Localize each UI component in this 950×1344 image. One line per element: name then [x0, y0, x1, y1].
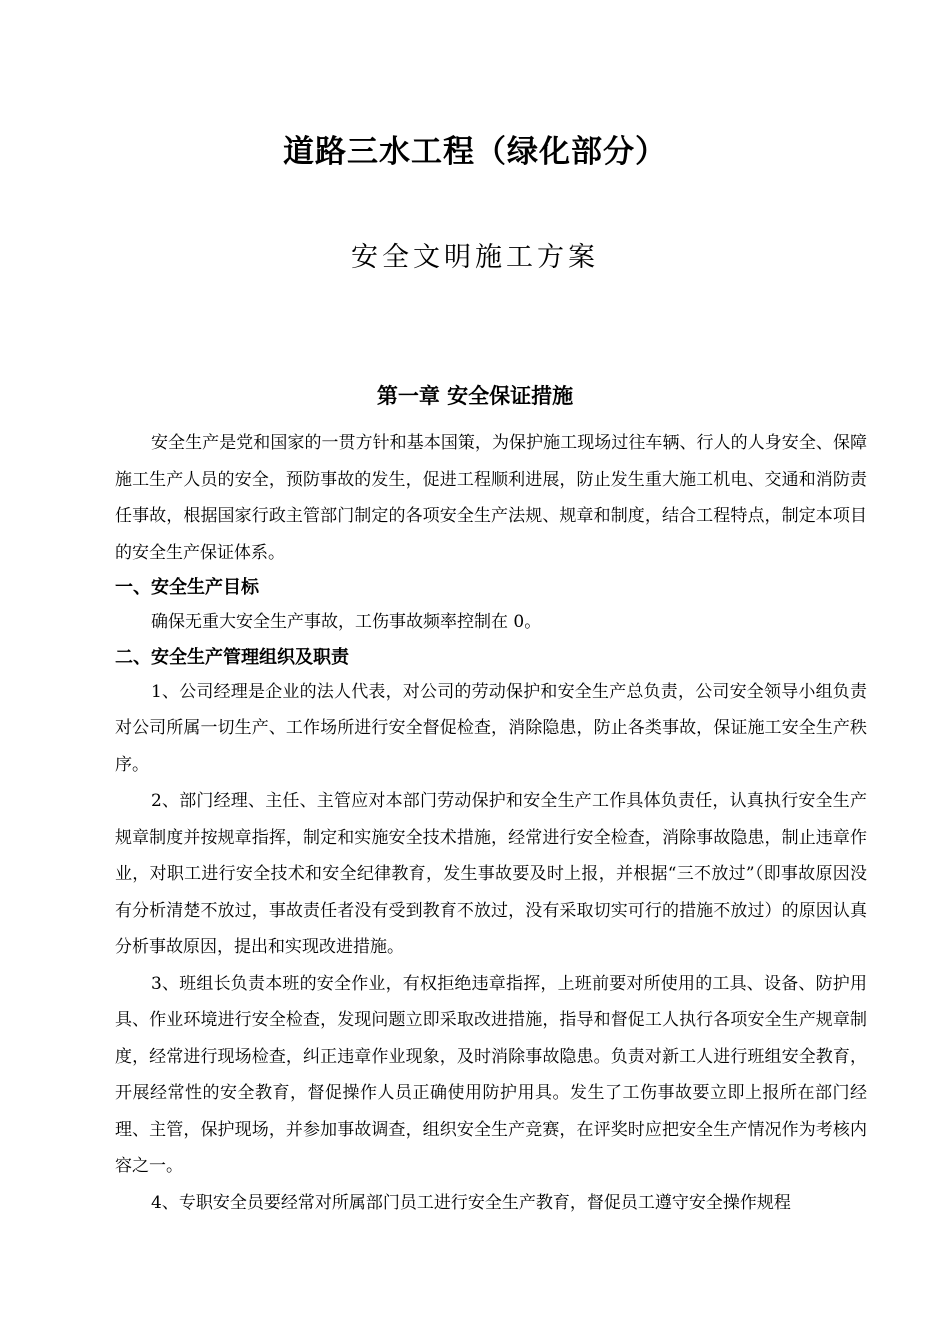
intro-paragraph: 安全生产是党和国家的一贯方针和基本国策，为保护施工现场过往车辆、行人的人身安全、保障施工生产人员的安全，预防事故的发生，促进工程顺利进展，防止发生重大施工机电、交通和消防责任事故，根据国家行政主管部门制定的各项安全生产法规、规章和制度，结合工程特点，制定本项目的安全生产保证体系。 [115, 433, 867, 563]
responsibility-paragraph-2: 2、部门经理、主任、主管应对本部门劳动保护和安全生产工作具体负责任，认真执行安全生产规章制度并按规章指挥，制定和实施安全技术措施，经常进行安全检查，消除事故隐患，制止违章作业，对职工进行安全技术和安全纪律教育，发生事故要及时上报，并根据“三不放过”（即事故原因没有分析清楚不放过，事故责任者没有受到教育不放过，没有采取切实可行的措施不放过）的原因认真分析事故原因，提出和实现改进措施。 [115, 791, 867, 957]
section-heading-management-organization: 二、安全生产管理组织及职责 [115, 646, 349, 668]
chapter-title: 第一章 安全保证措施 [376, 384, 574, 408]
document-subtitle: 安全文明施工方案 [351, 242, 599, 273]
responsibility-paragraph-3: 3、班组长负责本班的安全作业，有权拒绝违章指挥，上班前要对所使用的工具、设备、防护用具、作业环境进行安全检查，发现问题立即采取改进措施，指导和督促工人执行各项安全生产规章制度，经常进行现场检查，纠正违章作业现象，及时消除事故隐患。负责对新工人进行班组安全教育，开展经常性的安全教育，督促操作人员正确使用防护用具。发生了工伤事故要立即上报所在部门经理、主管，保护现场，并参加事故调查，组织安全生产竞赛，在评奖时应把安全生产情况作为考核内容之一。 [115, 973, 867, 1176]
document-body [115, 425, 867, 1221]
responsibility-paragraph-4: 4、专职安全员要经常对所属部门员工进行安全生产教育，督促员工遵守安全操作规程 [151, 1192, 791, 1213]
responsibility-paragraph-1: 1、公司经理是企业的法人代表，对公司的劳动保护和安全生产总负责，公司安全领导小组负责对公司所属一切生产、工作场所进行安全督促检查，消除隐患，防止各类事故，保证施工安全生产秩序。 [115, 681, 867, 775]
safety-goal-paragraph: 确保无重大安全生产事故，工伤事故频率控制在 0。 [151, 612, 542, 632]
section-heading-safety-goal: 一、安全生产目标 [115, 577, 259, 598]
document-title: 道路三水工程（绿化部分） [283, 134, 667, 170]
